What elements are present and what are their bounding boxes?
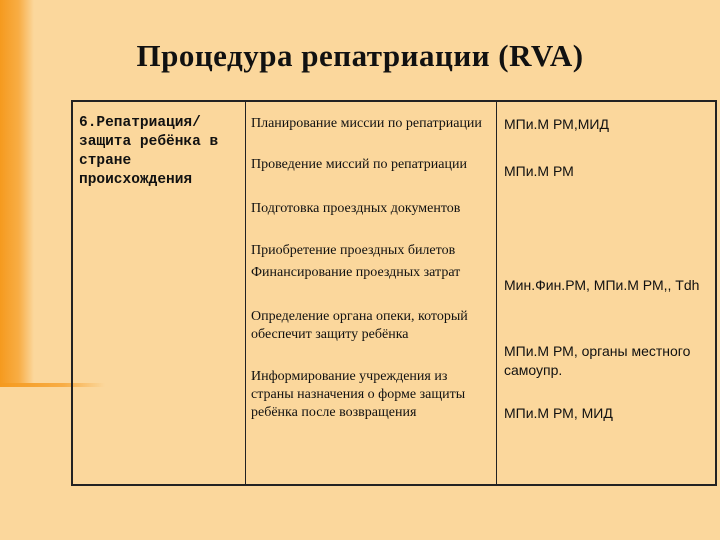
responsible-item: МПи.М РМ bbox=[504, 163, 574, 179]
responsible-item: МПи.М РМ,МИД bbox=[504, 116, 609, 132]
activity-item: Проведение миссий по репатриации bbox=[251, 157, 467, 172]
responsible-item: Мин.Фин.РМ, МПи.М РМ,, Tdh bbox=[504, 277, 700, 293]
activity-item: Информирование учреждения из страны назначения о форме защиты ребёнка после возвращения bbox=[251, 369, 466, 420]
activity-item: Планирование миссии по репатриации bbox=[251, 116, 482, 131]
table-row bbox=[72, 101, 716, 485]
responsible-item: МПи.М РМ, МИД bbox=[504, 405, 613, 421]
activities-cell bbox=[246, 101, 497, 485]
responsible-cell bbox=[497, 101, 717, 485]
activity-item: Финансирование проездных затрат bbox=[251, 265, 461, 280]
procedure-table bbox=[71, 100, 717, 486]
activity-item: Подготовка проездных документов bbox=[251, 201, 461, 216]
slide-title: Процедура репатриации (RVA) bbox=[136, 38, 584, 73]
activity-item: Приобретение проездных билетов bbox=[251, 243, 456, 258]
stage-cell bbox=[72, 101, 246, 485]
stage-label: 6.Репатриация/ защита ребёнка в стране происхождения bbox=[79, 115, 219, 188]
responsible-item: МПи.М РМ, органы местного самоупр. bbox=[504, 343, 691, 378]
activity-item: Определение органа опеки, который обеспечит защиту ребёнка bbox=[251, 309, 468, 342]
